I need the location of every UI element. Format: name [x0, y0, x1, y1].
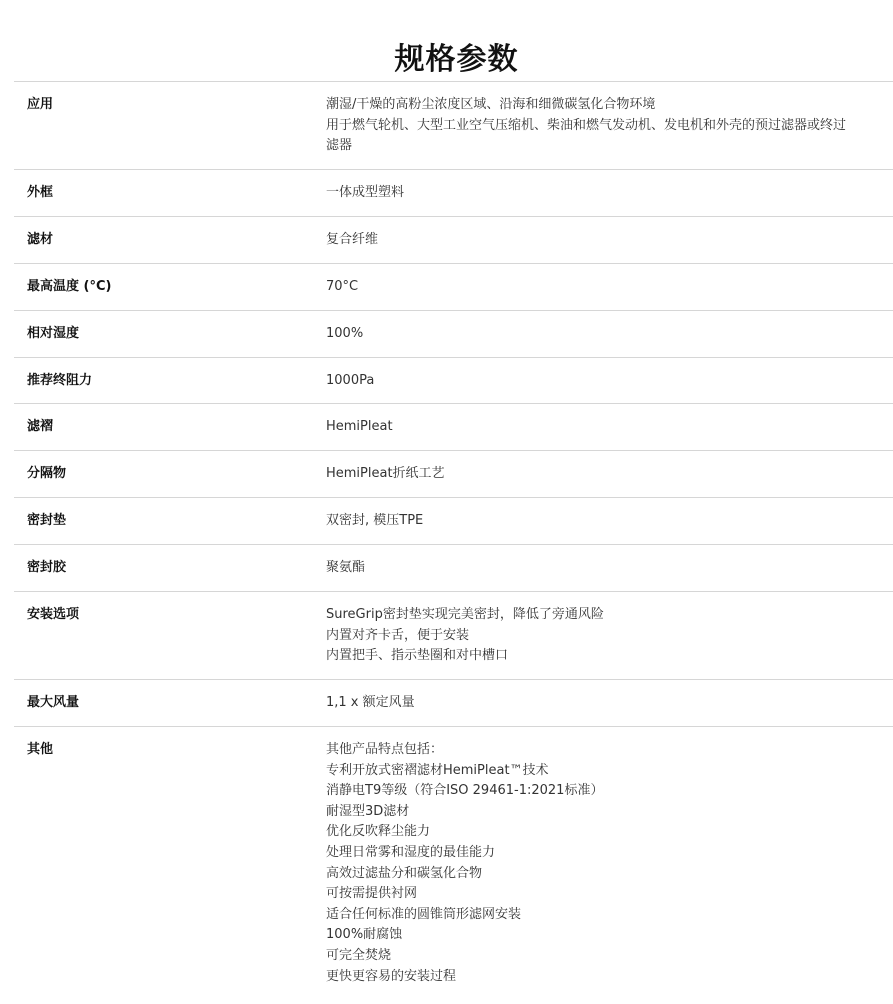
spec-value-line: HemiPleat折纸工艺 — [326, 466, 445, 481]
spec-value — [326, 311, 893, 357]
spec-value-line: SureGrip密封垫实现完美密封，降低了旁通风险 — [326, 607, 604, 622]
spec-value-line: 其他产品特点包括： — [326, 742, 444, 757]
spec-value-line: 内置把手、指示垫圈和对中槽口 — [326, 648, 509, 664]
spec-row-installation-options — [14, 592, 893, 680]
spec-row-max-temperature — [14, 264, 893, 311]
spec-value-line: 用于燃气轮机、大型工业空气压缩机、柴油和燃气发动机、发电机和外壳的预过滤器或终过 — [326, 117, 847, 133]
spec-value-line: 100% — [326, 326, 364, 341]
spec-value-line: 1000Pa — [326, 373, 375, 388]
spec-table — [14, 81, 893, 997]
spec-label: 密封胶 — [27, 560, 67, 575]
spec-row-pleat — [14, 404, 893, 451]
spec-row-application — [14, 82, 893, 170]
spec-value — [326, 592, 893, 679]
spec-value-line: 适合任何标准的圆锥筒形滤网安装 — [326, 906, 522, 922]
spec-value-line: 滤器 — [326, 138, 353, 154]
spec-value-line: 消静电T9等级（符合ISO 29461-1:2021标准） — [326, 783, 604, 799]
spec-label: 外框 — [27, 185, 54, 200]
spec-value-line: 聚氨酯 — [326, 560, 366, 575]
spec-row-separator — [14, 451, 893, 498]
spec-label: 分隔物 — [27, 466, 67, 481]
spec-row-media — [14, 217, 893, 264]
spec-value — [326, 545, 893, 591]
spec-value-line: 内置对齐卡舌，便于安装 — [326, 627, 470, 643]
spec-value-line: 潮湿/干燥的高粉尘浓度区域、沿海和细微碳氢化合物环境 — [326, 97, 656, 112]
spec-label: 其他 — [27, 742, 54, 757]
spec-value-line: 双密封, 模压TPE — [326, 513, 424, 528]
spec-label: 滤褶 — [27, 419, 54, 434]
spec-value — [326, 404, 893, 450]
spec-value-line: 高效过滤盐分和碳氢化合物 — [326, 865, 483, 881]
spec-value — [326, 264, 893, 310]
spec-value — [326, 170, 893, 216]
spec-value-line: 可按需提供衬网 — [326, 886, 418, 902]
spec-value-line: HemiPleat — [326, 419, 393, 434]
spec-row-final-resistance — [14, 358, 893, 404]
spec-row-relative-humidity — [14, 311, 893, 358]
spec-label: 最大风量 — [27, 695, 80, 710]
spec-row-sealant — [14, 545, 893, 592]
spec-label: 应用 — [27, 97, 54, 112]
spec-value-line: 耐湿型3D滤材 — [326, 803, 410, 819]
spec-value — [326, 82, 893, 169]
spec-value-line: 复合纤维 — [326, 232, 379, 247]
spec-value-line: 100%耐腐蚀 — [326, 927, 403, 943]
spec-value-line: 70°C — [326, 279, 359, 294]
spec-label: 推荐终阻力 — [27, 373, 93, 388]
spec-value — [326, 451, 893, 497]
spec-value-line: 专利开放式密褶滤材HemiPleat™技术 — [326, 762, 549, 778]
spec-value-line: 处理日常雾和湿度的最佳能力 — [326, 844, 496, 860]
spec-value-line: 更快更容易的安装过程 — [326, 968, 457, 984]
spec-value-line: 1,1 x 额定风量 — [326, 695, 415, 710]
spec-value — [326, 358, 893, 403]
spec-row-gasket — [14, 498, 893, 545]
spec-label: 安装选项 — [27, 607, 80, 622]
spec-value — [326, 217, 893, 263]
spec-value-line: 可完全焚烧 — [326, 947, 392, 963]
spec-label: 密封垫 — [27, 513, 67, 528]
spec-label: 相对湿度 — [27, 326, 80, 341]
spec-value-line: 一体成型塑料 — [326, 185, 405, 200]
spec-label: 最高温度 (°C) — [27, 279, 112, 294]
page-title: 规格参数 — [394, 42, 519, 78]
spec-label: 滤材 — [27, 232, 54, 247]
spec-row-other — [14, 727, 893, 997]
spec-row-max-airflow — [14, 680, 893, 727]
spec-row-frame — [14, 170, 893, 217]
spec-value — [326, 498, 893, 544]
spec-value-line: 优化反吹释尘能力 — [326, 824, 431, 840]
spec-value — [326, 680, 893, 726]
spec-value — [326, 727, 893, 997]
